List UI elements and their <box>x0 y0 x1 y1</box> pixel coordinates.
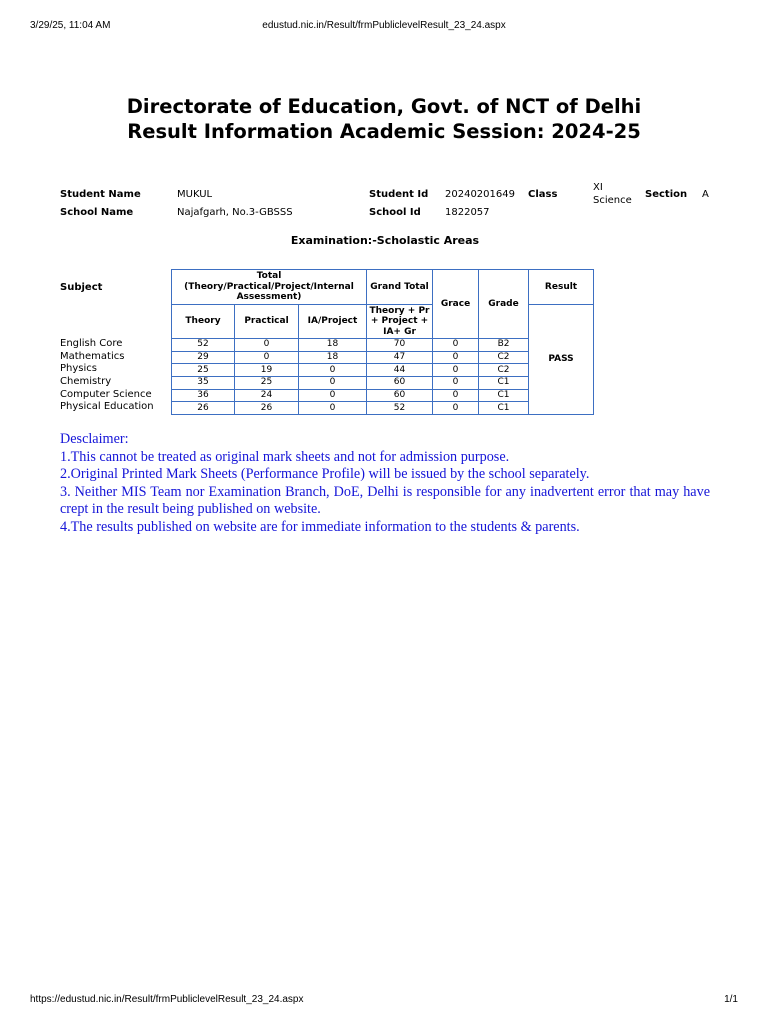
print-url: edustud.nic.in/Result/frmPubliclevelResult_23_24.aspx <box>262 20 506 31</box>
grade-header: Grade <box>479 270 529 339</box>
title-line-2: Result Information Academic Session: 2024-25 <box>127 120 641 143</box>
grace-cell: 0 <box>433 377 479 390</box>
theory-cell: 35 <box>172 377 235 390</box>
practical-cell: 0 <box>235 339 299 352</box>
practical-cell: 25 <box>235 377 299 390</box>
disclaimer-item: 4.The results published on website are for immediate information to the students & parents. <box>60 518 580 535</box>
theory-cell: 25 <box>172 364 235 377</box>
school-name-label: School Name <box>60 207 134 218</box>
ia-cell: 0 <box>299 364 367 377</box>
subject-list <box>60 338 154 414</box>
total-header: Total (Theory/Practical/Project/Internal Assessment) <box>172 270 367 305</box>
theory-cell: 29 <box>172 351 235 364</box>
footer-url: https://edustud.nic.in/Result/frmPubliclevelResult_23_24.aspx <box>30 994 304 1005</box>
grade-cell: C1 <box>479 377 529 390</box>
ia-project-header: IA/Project <box>299 305 367 339</box>
print-header <box>30 20 738 34</box>
class-label: Class <box>528 189 558 200</box>
print-footer <box>30 994 738 1005</box>
result-header: Result <box>529 270 594 305</box>
disclaimer-heading: Desclaimer: <box>60 431 129 447</box>
subject-name: English Core <box>60 338 123 349</box>
subject-name: Mathematics <box>60 350 125 362</box>
grace-cell: 0 <box>433 364 479 377</box>
page-number: 1/1 <box>724 994 738 1005</box>
theory-cell: 36 <box>172 389 235 402</box>
practical-header: Practical <box>235 305 299 339</box>
grade-cell: B2 <box>479 339 529 352</box>
student-name-label: Student Name <box>60 189 141 200</box>
disclaimer-item: 3. Neither MIS Team nor Examination Branch, DoE, Delhi is responsible for any inadvertent error that may have crept in the result being published on website. <box>60 483 710 518</box>
total-cell: 44 <box>367 364 433 377</box>
ia-cell: 0 <box>299 377 367 390</box>
practical-cell: 19 <box>235 364 299 377</box>
ia-cell: 18 <box>299 339 367 352</box>
school-name-value: Najafgarh, No.3-GBSSS <box>177 207 293 218</box>
theory-cell: 26 <box>172 402 235 415</box>
section-label: Section <box>645 189 688 200</box>
grace-cell: 0 <box>433 389 479 402</box>
exam-heading: Examination:-Scholastic Areas <box>290 234 480 247</box>
school-id-label: School Id <box>369 207 421 218</box>
practical-cell: 26 <box>235 402 299 415</box>
class-value-line-2: Science <box>593 194 632 206</box>
grade-cell: C1 <box>479 389 529 402</box>
title-line-1: Directorate of Education, Govt. of NCT of Delhi <box>126 95 642 118</box>
grand-total-header: Grand Total <box>367 270 433 305</box>
student-id-label: Student Id <box>369 189 429 200</box>
theory-header: Theory <box>172 305 235 339</box>
ia-cell: 18 <box>299 351 367 364</box>
class-value <box>593 182 632 207</box>
marks-table <box>171 269 594 415</box>
total-cell: 52 <box>367 402 433 415</box>
student-id-value: 20240201649 <box>445 189 515 200</box>
ia-cell: 0 <box>299 389 367 402</box>
disclaimer <box>60 431 710 537</box>
disclaimer-item: 1.This cannot be treated as original mark sheets and not for admission purpose. <box>60 448 510 465</box>
class-value-line-1: XI <box>593 182 603 193</box>
grace-cell: 0 <box>433 351 479 364</box>
total-cell: 70 <box>367 339 433 352</box>
grade-cell: C1 <box>479 402 529 415</box>
grade-cell: C2 <box>479 364 529 377</box>
practical-cell: 0 <box>235 351 299 364</box>
total-cell: 60 <box>367 389 433 402</box>
total-cell: 47 <box>367 351 433 364</box>
subject-name: Physical Education <box>60 401 154 413</box>
section-value: A <box>702 189 709 200</box>
subject-name: Physics <box>60 363 97 375</box>
subject-header: Subject <box>60 282 103 293</box>
total-cell: 60 <box>367 377 433 390</box>
grace-cell: 0 <box>433 339 479 352</box>
grace-header: Grace <box>433 270 479 339</box>
practical-cell: 24 <box>235 389 299 402</box>
grade-cell: C2 <box>479 351 529 364</box>
grace-cell: 0 <box>433 402 479 415</box>
subject-name: Chemistry <box>60 376 112 388</box>
page-title <box>0 94 768 144</box>
ia-cell: 0 <box>299 402 367 415</box>
print-datetime: 3/29/25, 11:04 AM <box>30 20 111 31</box>
student-name-value: MUKUL <box>177 189 213 200</box>
subject-name: Computer Science <box>60 388 152 400</box>
result-value: PASS <box>529 305 594 415</box>
school-id-value: 1822057 <box>445 207 490 218</box>
theory-cell: 52 <box>172 339 235 352</box>
formula-header: Theory + Pr + Project + IA+ Gr <box>367 305 433 339</box>
disclaimer-item: 2.Original Printed Mark Sheets (Performance Profile) will be issued by the school separately. <box>60 466 590 483</box>
